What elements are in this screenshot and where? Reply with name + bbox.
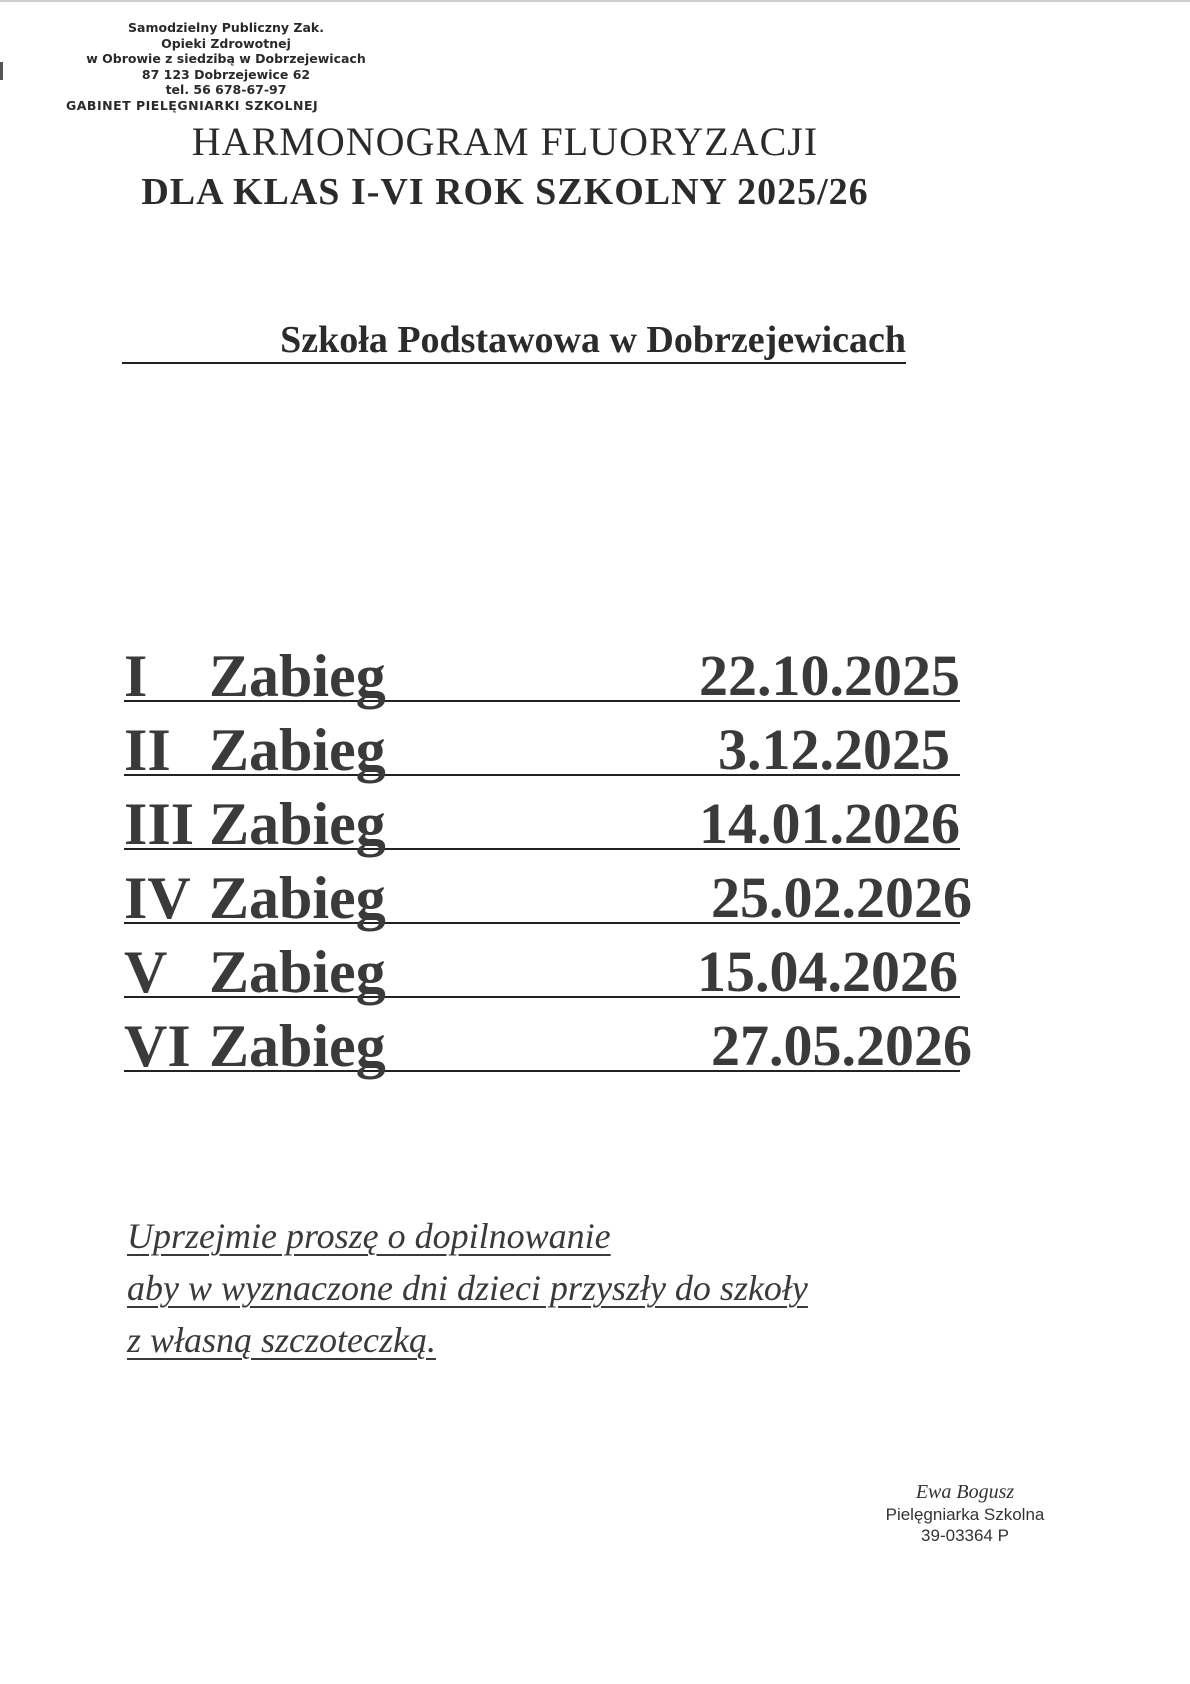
stamp-line-6: GABINET PIELĘGNIARKI SZKOLNEJ [66,97,319,113]
treatment-date: 25.02.2026 [711,865,972,930]
reminder-line-2: aby w wyznaczone dni dzieci przyszły do szkoły [127,1268,808,1308]
stamp-line-3: w Obrowie z siedzibą w Dobrzejewicach [86,51,366,66]
treatment-number: VI [124,1013,191,1079]
nurse-signature-stamp [820,1480,1110,1546]
document-subtitle: DLA KLAS I-VI ROK SZKOLNY 2025/26 [141,171,869,213]
stamp-line-5: tel. 56 678-67-97 [165,82,287,97]
treatment-word: Zabieg [209,791,386,857]
nurse-name: Ewa Bogusz [915,1481,1015,1503]
treatment-label [124,865,386,931]
treatment-label [124,939,386,1005]
stamp-line-1: Samodzielny Publiczny Zak. [128,20,324,35]
stamp-line-2: Opieki Zdrowotnej [161,35,291,51]
treatment-word: Zabieg [209,717,386,783]
schedule-row [124,628,960,709]
reminder-line-1: Uprzejmie proszę o dopilnowanie [127,1216,611,1256]
institution-stamp [66,20,386,113]
treatment-label [124,791,386,857]
treatment-number: V [124,939,168,1005]
toothbrush-reminder [127,1210,808,1366]
scan-edge-mark [0,62,3,80]
schedule-row [124,702,960,783]
treatment-number: I [124,643,148,709]
treatment-number: IV [124,865,191,931]
treatment-word: Zabieg [209,1013,386,1079]
treatment-date: 27.05.2026 [711,1013,972,1078]
reminder-line-3: z własną szczoteczką. [127,1320,436,1360]
treatment-number: III [124,791,195,857]
treatment-date: 15.04.2026 [697,939,958,1004]
treatment-number: II [124,717,171,783]
school-name-text: Szkoła Podstawowa w Dobrzejewicach [280,319,906,361]
treatment-date: 14.01.2026 [699,791,960,856]
page-top-border [0,0,1190,2]
schedule-row [124,776,960,857]
stamp-line-4: 87 123 Dobrzejewice 62 [141,66,311,82]
treatment-label [124,717,386,783]
school-name [122,318,906,364]
treatment-date: 22.10.2025 [699,643,960,708]
treatment-schedule [124,628,972,1079]
nurse-license-number: 39-03364 P [921,1526,1009,1545]
treatment-word: Zabieg [209,643,386,709]
nurse-role: Pielęgniarka Szkolna [885,1505,1045,1524]
treatment-word: Zabieg [209,939,386,1005]
document-title: HARMONOGRAM FLUORYZACJI [191,119,819,164]
schedule-row [124,850,972,931]
treatment-label [124,643,386,709]
treatment-date: 3.12.2025 [718,717,950,782]
schedule-row [124,998,972,1079]
treatment-label [124,1013,386,1079]
treatment-word: Zabieg [209,865,386,931]
schedule-row [124,924,960,1005]
